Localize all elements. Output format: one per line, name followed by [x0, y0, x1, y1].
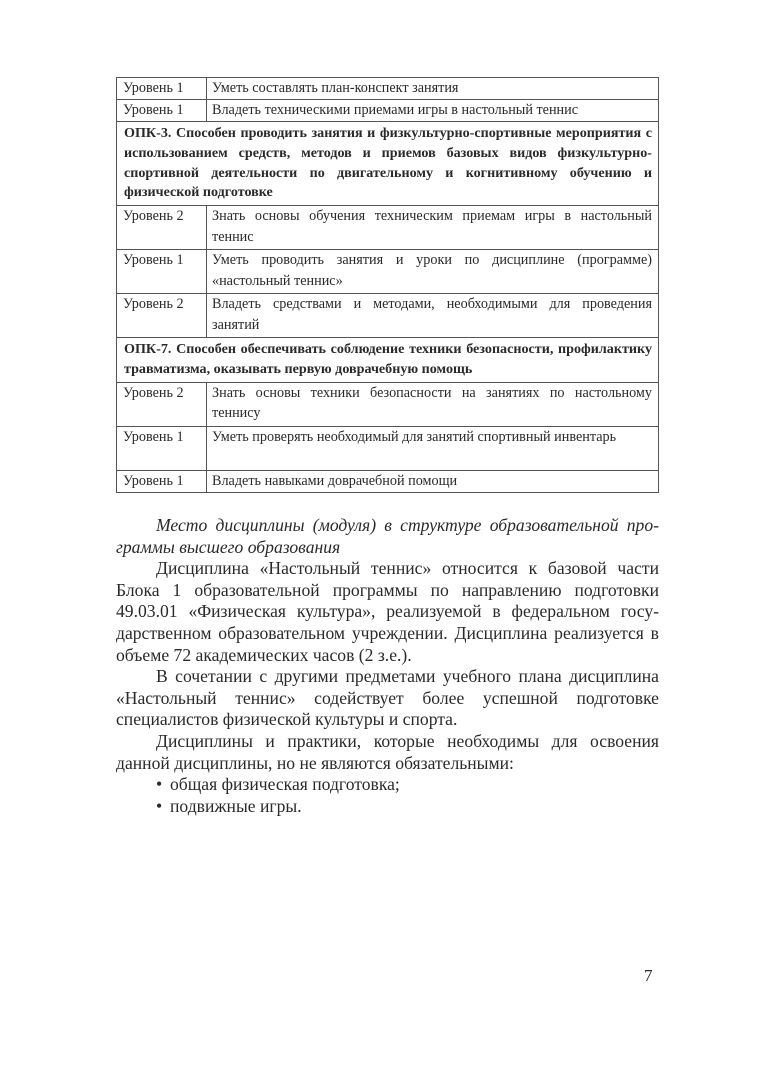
- level-cell: Уровень 1: [117, 250, 207, 294]
- level-cell: Уровень 1: [117, 426, 207, 470]
- level-cell: Уровень 1: [117, 100, 207, 122]
- description-cell: Знать основы обучения техническим приемам игры в настольный теннис: [207, 206, 659, 250]
- table-row: [117, 470, 659, 492]
- list-item: [156, 796, 659, 818]
- competency-heading-row: [117, 338, 659, 383]
- bullet-icon: •: [156, 774, 163, 795]
- competency-heading-row: [117, 122, 659, 206]
- description-cell: Владеть навыками доврачебной помощи: [207, 470, 659, 492]
- description-cell: Уметь составлять план-конспект занятия: [207, 78, 659, 100]
- list-item-text: общая физическая подготовка;: [170, 774, 400, 795]
- table-row: [117, 206, 659, 250]
- paragraph: Дисциплины и практики, которые необходимы для освоения данной дисциплины, но не являются обязательными:: [116, 730, 659, 773]
- level-cell: Уровень 2: [117, 294, 207, 338]
- table-row: [117, 78, 659, 100]
- table-row: [117, 294, 659, 338]
- description-cell: Владеть средствами и методами, необходимыми для проведения занятий: [207, 294, 659, 338]
- competency-heading: ОПК-7. Способен обеспечивать соблюдение техники безопасности, профилактику травматизма, оказывать первую доврачебную помощь: [117, 338, 659, 383]
- table-row: [117, 382, 659, 426]
- competency-table: [116, 77, 659, 493]
- level-cell: Уровень 1: [117, 470, 207, 492]
- level-cell: Уровень 2: [117, 206, 207, 250]
- description-cell: Владеть техническими приемами игры в настольный теннис: [207, 100, 659, 122]
- competency-heading: ОПК-3. Способен проводить занятия и физкультурно-спортивные мероприятия с использованием средств, методов и приемов базовых видов физкультурно-спортивной деятельности по двигательному и когнитивному обучению и физической подготовке: [117, 122, 659, 206]
- bullet-icon: •: [156, 795, 163, 816]
- paragraph: В сочетании с другими предметами учебного плана дисциплина «Настольный теннис» содействует более успешной подготовке специалистов физической культуры и спорта.: [116, 666, 659, 730]
- paragraph: Дисциплина «Настольный теннис» относится к базовой части Блока 1 образовательной программы по направлению подготовки 49.03.01 «Физическая культура», реализуемой в федеральном государственном образовательном учреждении. Дисциплина реализуется в объеме 72 академических часов (2 з.е.).: [116, 558, 659, 665]
- page-number: 7: [644, 966, 653, 985]
- description-cell: Уметь проверять необходимый для занятий спортивный инвентарь: [207, 426, 659, 470]
- list-item: [156, 774, 659, 796]
- bullet-list: [116, 774, 659, 817]
- section-subtitle: Место дисциплины (модуля) в структуре образовательной программы высшего образования: [116, 515, 659, 557]
- description-cell: Уметь проводить занятия и уроки по дисциплине (программе) «настольный теннис»: [207, 250, 659, 294]
- level-cell: Уровень 2: [117, 382, 207, 426]
- table-row: [117, 250, 659, 294]
- level-cell: Уровень 1: [117, 78, 207, 100]
- description-cell: Знать основы техники безопасности на занятиях по настольному теннису: [207, 382, 659, 426]
- list-item-text: подвижные игры.: [170, 795, 302, 816]
- section-body: [116, 515, 659, 817]
- table-row: [117, 100, 659, 122]
- table-row: [117, 426, 659, 470]
